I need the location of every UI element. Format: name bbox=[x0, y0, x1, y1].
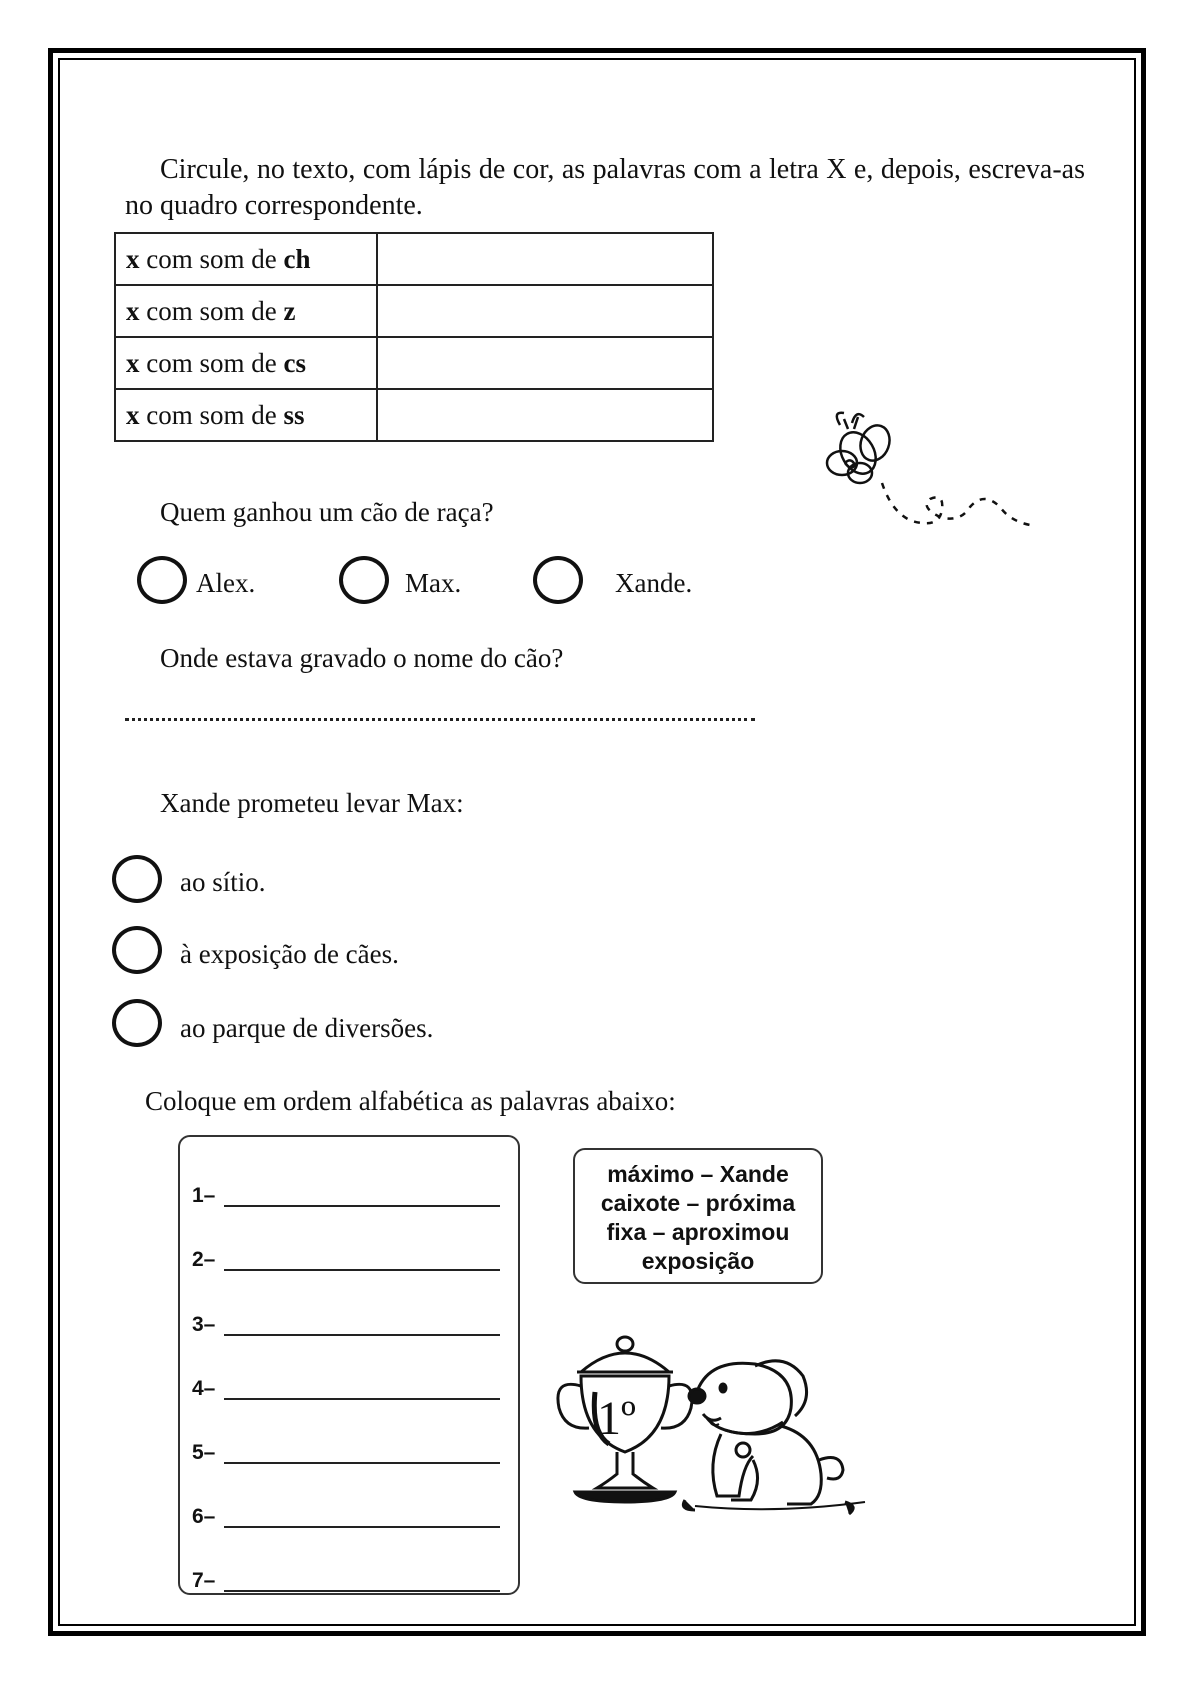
intro-instruction: Circule, no texto, com lápis de cor, as palavras com a letra X e, depois, escreva-as no quadro correspondente. bbox=[125, 154, 1085, 221]
q1-option-label: Max. bbox=[405, 568, 462, 598]
q1-option-circle[interactable] bbox=[137, 556, 187, 604]
q1-question: Quem ganhou um cão de raça? bbox=[160, 497, 494, 527]
list-answer-line[interactable] bbox=[224, 1205, 500, 1207]
trophy-dog-illustration bbox=[545, 1330, 875, 1530]
list-answer-line[interactable] bbox=[224, 1590, 500, 1592]
q1-option-label: Xande. bbox=[615, 568, 693, 598]
trophy-label: 1º bbox=[597, 1392, 636, 1445]
list-answer-line[interactable] bbox=[224, 1462, 500, 1464]
q3-option-circle[interactable] bbox=[112, 855, 162, 903]
table-answer-cell[interactable] bbox=[377, 233, 713, 285]
list-number: 1– bbox=[192, 1184, 216, 1207]
butterfly-illustration bbox=[800, 405, 1050, 565]
table-row-label: x com som de ch bbox=[115, 233, 377, 285]
q3-option-circle[interactable] bbox=[112, 999, 162, 1047]
table-answer-cell[interactable] bbox=[377, 285, 713, 337]
list-answer-line[interactable] bbox=[224, 1398, 500, 1400]
table-row-label: x com som de ss bbox=[115, 389, 377, 441]
q2-question: Onde estava gravado o nome do cão? bbox=[160, 643, 564, 673]
word-bank-box bbox=[573, 1148, 823, 1284]
word-bank-line: fixa – aproximou bbox=[606, 1219, 790, 1245]
table-answer-cell[interactable] bbox=[377, 389, 713, 441]
word-bank-line: máximo – Xande bbox=[607, 1161, 789, 1187]
word-bank-line: exposição bbox=[641, 1248, 755, 1274]
list-number: 5– bbox=[192, 1441, 216, 1464]
q3-question: Xande prometeu levar Max: bbox=[160, 788, 464, 818]
table-row bbox=[115, 285, 713, 337]
list-number: 2– bbox=[192, 1248, 216, 1271]
list-answer-line[interactable] bbox=[224, 1334, 500, 1336]
x-sound-table bbox=[114, 232, 714, 442]
q1-option-label: Alex. bbox=[196, 568, 256, 598]
q3-option-label: à exposição de cães. bbox=[180, 939, 399, 969]
q1-option-circle[interactable] bbox=[339, 556, 389, 604]
q1-option-circle[interactable] bbox=[533, 556, 583, 604]
list-number: 3– bbox=[192, 1313, 216, 1336]
word-bank-line: caixote – próxima bbox=[600, 1190, 796, 1216]
list-number: 4– bbox=[192, 1377, 216, 1400]
q4-instruction: Coloque em ordem alfabética as palavras abaixo: bbox=[145, 1086, 676, 1116]
alphabetical-list-box bbox=[178, 1135, 520, 1595]
q3-option-circle[interactable] bbox=[112, 926, 162, 974]
table-row-label: x com som de cs bbox=[115, 337, 377, 389]
q2-answer-line[interactable] bbox=[125, 718, 755, 721]
list-number: 6– bbox=[192, 1505, 216, 1528]
table-answer-cell[interactable] bbox=[377, 337, 713, 389]
table-row bbox=[115, 389, 713, 441]
table-row-label: x com som de z bbox=[115, 285, 377, 337]
list-number: 7– bbox=[192, 1569, 216, 1592]
q3-option-label: ao parque de diversões. bbox=[180, 1013, 434, 1043]
list-answer-line[interactable] bbox=[224, 1526, 500, 1528]
table-row bbox=[115, 233, 713, 285]
q3-option-label: ao sítio. bbox=[180, 867, 266, 897]
table-row bbox=[115, 337, 713, 389]
list-answer-line[interactable] bbox=[224, 1269, 500, 1271]
